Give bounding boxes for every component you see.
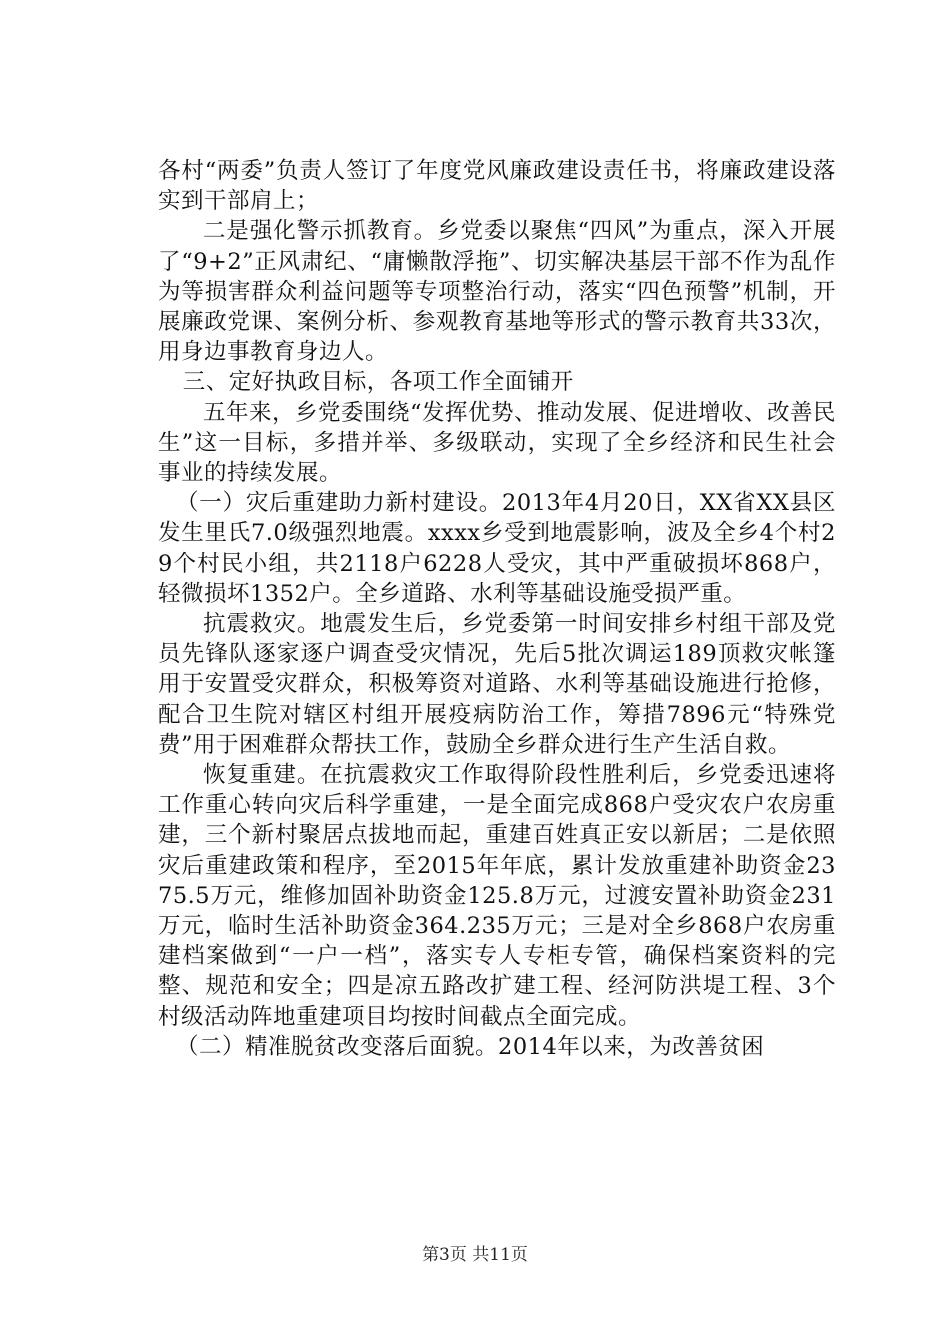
paragraph-continuation: 各村“两委”负责人签订了年度党风廉政建设责任书，将廉政建设落实到干部肩上；: [158, 158, 836, 215]
section-heading: 三、定好执政目标，各项工作全面铺开: [182, 369, 574, 396]
document-body: [158, 156, 836, 1062]
paragraph-warning-education: 二是强化警示抓教育。乡党委以聚焦“四风”为重点，深入开展了“9+2”正风肃纪、“庸懒散浮拖”、切实解决基层干部不作为乱作为等损害群众利益问题等专项整治行动，落实“四色预警”机制，开展廉政党课、案例分析、参观教育基地等形式的警示教育共33次，用身边事教育身边人。: [158, 218, 836, 366]
paragraph-poverty: （二）精准脱贫改变落后面貌。2014年以来，为改善贫困: [176, 1033, 765, 1060]
page-footer: 第3页 共11页: [422, 1245, 528, 1265]
paragraph-reconstruction: （一）灾后重建助力新村建设。2013年4月20日，XX省XX县区发生里氏7.0级强烈地震。xxxx乡受到地震影响，波及全乡4个村29个村民小组，共2118户6228人受灾，其中严重破损坏868户，轻微损坏1352户。全乡道路、水利等基础设施受损严重。: [158, 490, 836, 607]
paragraph-recovery: 恢复重建。在抗震救灾工作取得阶段性胜利后，乡党委迅速将工作重心转向灾后科学重建，一是全面完成868户受灾农户农房重建，三个新村聚居点拔地而起，重建百姓真正安以新居；二是依照灾后重建政策和程序，至2015年年底，累计发放重建补助资金2375.5万元，维修加固补助资金125.8万元，过渡安置补助资金231万元，临时生活补助资金364.235万元；三是对全乡868户农房重建档案做到“一户一档”，落实专人专柜专管，确保档案资料的完整、规范和安全；四是凉五路改扩建工程、经河防洪堤工程、3个村级活动阵地重建项目均按时间截点全面完成。: [158, 762, 836, 1030]
paragraph-disaster-relief: 抗震救灾。地震发生后，乡党委第一时间安排乡村组干部及党员先锋队逐家逐户调查受灾情况，先后5批次调运189顶救灾帐篷用于安置受灾群众，积极筹资对道路、水利等基础设施进行抢修，配合卫生院对辖区村组开展疫病防治工作，筹措7896元“特殊党费”用于困难群众帮扶工作，鼓励全乡群众进行生产生活自救。: [158, 611, 836, 758]
paragraph-five-years: 五年来，乡党委围绕“发挥优势、推动发展、促进增收、改善民生”这一目标，多措并举、多级联动，实现了全乡经济和民生社会事业的持续发展。: [158, 399, 837, 487]
